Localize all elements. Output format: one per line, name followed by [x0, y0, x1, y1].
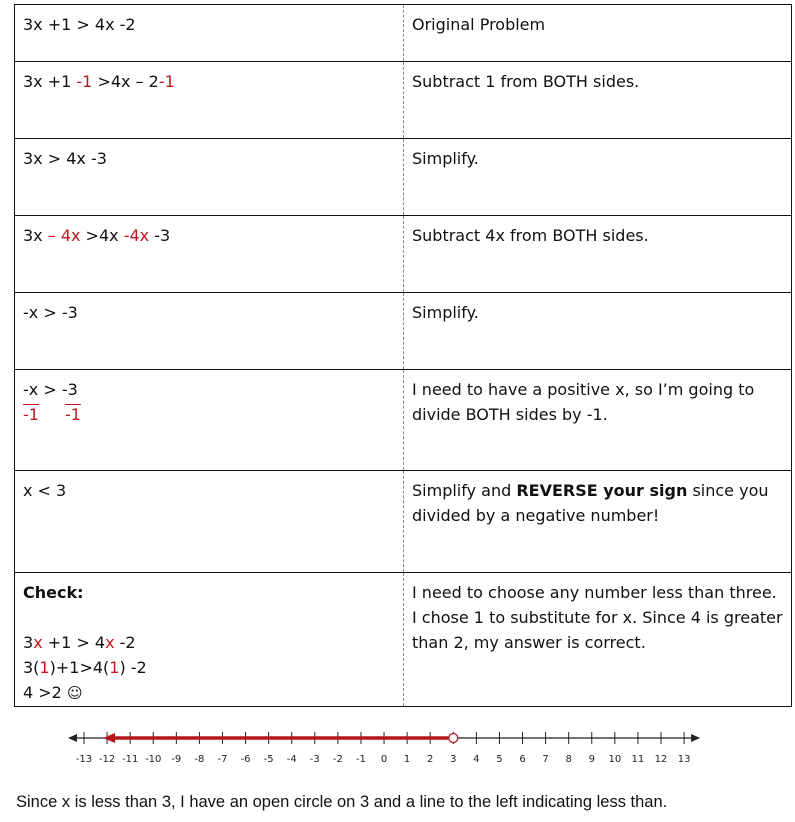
step-explanation-cell: [404, 293, 792, 370]
step-row: [15, 293, 792, 370]
open-circle-icon: [449, 734, 458, 743]
tick-label: 13: [677, 754, 691, 765]
step-left-text: -1: [76, 72, 93, 91]
tick-label: -2: [332, 754, 343, 765]
step-left-text: – 4x: [47, 226, 81, 245]
step-row: [15, 471, 792, 573]
step-left-text: -x > -3: [23, 303, 78, 322]
step-left-text: 3x +1 > 4x -2: [23, 15, 136, 34]
step-left-text: -1: [23, 405, 39, 424]
tick-label: 12: [654, 754, 668, 765]
step-left-text: 4 >2: [23, 683, 67, 702]
step-explanation-cell: [404, 62, 792, 139]
steps-table: [14, 4, 792, 707]
step-right-text: Simplify.: [412, 149, 479, 168]
caption: Since x is less than 3, I have an open circle on 3 and a line to the left indicating less than.: [16, 793, 668, 811]
tick-label: 0: [380, 754, 388, 765]
step-work-cell: [15, 573, 404, 707]
arrow-left-icon: [68, 734, 77, 742]
number-line: [0, 722, 795, 782]
number-line-labels: [76, 754, 691, 765]
step-explanation-cell: [404, 139, 792, 216]
step-work-cell: [15, 471, 404, 573]
tick-label: 5: [496, 754, 503, 765]
tick-label: -12: [98, 754, 116, 765]
tick-label: 9: [588, 754, 595, 765]
step-right-text: I need to have a positive x, so I’m going to divide BOTH sides by -1.: [412, 380, 755, 424]
step-left-text: x < 3: [23, 481, 67, 500]
step-left-text: >4x – 2: [92, 72, 159, 91]
step-left-text: x: [105, 633, 115, 652]
tick-label: 1: [403, 754, 411, 765]
step-left-text: x: [33, 633, 43, 652]
steps-table-body: [15, 5, 792, 707]
step-explanation-cell: [404, 573, 792, 707]
tick-label: 3: [450, 754, 457, 765]
step-left-text: 3x: [23, 226, 48, 245]
step-work-cell: [15, 5, 404, 62]
step-left-text: +1 > 4: [42, 633, 106, 652]
tick-label: -3: [309, 754, 320, 765]
tick-label: -10: [145, 754, 162, 765]
tick-label: -9: [171, 754, 182, 765]
step-left-text: -4x: [123, 226, 150, 245]
step-left-text: 1: [39, 658, 50, 677]
step-left-text: )+1>4(: [49, 658, 110, 677]
step-left-text: -3: [149, 226, 171, 245]
step-right-text: Simplify and: [412, 481, 517, 500]
step-work-cell: [15, 62, 404, 139]
step-work-cell: [15, 293, 404, 370]
tick-label: 6: [519, 754, 526, 765]
step-left-text: 3x +1: [23, 72, 77, 91]
number-line-solution: [103, 733, 458, 743]
step-row: [15, 139, 792, 216]
tick-label: -5: [263, 754, 274, 765]
step-left-text: 3: [23, 633, 34, 652]
step-left-text: -x > -3: [23, 380, 78, 399]
tick-label: 4: [473, 754, 480, 765]
step-row: [15, 5, 792, 62]
step-right-text: Simplify.: [412, 303, 479, 322]
step-left-text: Check:: [23, 583, 84, 602]
tick-label: -8: [194, 754, 205, 765]
step-left-text: ) -2: [119, 658, 147, 677]
tick-label: 7: [542, 754, 549, 765]
step-left-text: -1: [64, 405, 81, 424]
step-right-text: since you divided by a negative number!: [412, 481, 769, 525]
step-row: [15, 62, 792, 139]
solution-arrow-icon: [103, 733, 115, 743]
step-explanation-cell: [404, 5, 792, 62]
tick-label: -6: [240, 754, 251, 765]
tick-label: -13: [75, 754, 93, 765]
step-right-text: I need to choose any number less than three. I chose 1 to substitute for x. Since 4 is greater than 2, my answer is correct.: [412, 583, 783, 652]
tick-label: -4: [286, 754, 297, 765]
arrow-right-icon: [691, 734, 700, 742]
step-left-text: 1: [109, 658, 120, 677]
step-right-text: Original Problem: [412, 15, 546, 34]
step-right-text: REVERSE your sign: [516, 481, 688, 500]
tick-label: 8: [565, 754, 572, 765]
step-row: [15, 573, 792, 707]
step-left-text: -2: [114, 633, 136, 652]
tick-label: -1: [355, 754, 366, 765]
tick-label: 10: [608, 754, 622, 765]
step-row: [15, 216, 792, 293]
step-row: [15, 370, 792, 471]
step-left-text: 3x > 4x -3: [23, 149, 107, 168]
step-work-cell: [15, 216, 404, 293]
step-right-text: Subtract 1 from BOTH sides.: [412, 72, 640, 91]
tick-label: -11: [121, 754, 139, 765]
step-explanation-cell: [404, 370, 792, 471]
step-left-text: >4x: [80, 226, 124, 245]
tick-label: -7: [217, 754, 228, 765]
step-left-text: 3(: [23, 658, 40, 677]
step-work-cell: [15, 370, 404, 471]
step-right-text: Subtract 4x from BOTH sides.: [412, 226, 649, 245]
tick-label: 2: [427, 754, 434, 765]
step-explanation-cell: [404, 216, 792, 293]
tick-label: 11: [631, 754, 645, 765]
step-left-text: -1: [158, 72, 175, 91]
step-left-text: ☺: [66, 684, 83, 702]
step-explanation-cell: [404, 471, 792, 573]
step-work-cell: [15, 139, 404, 216]
